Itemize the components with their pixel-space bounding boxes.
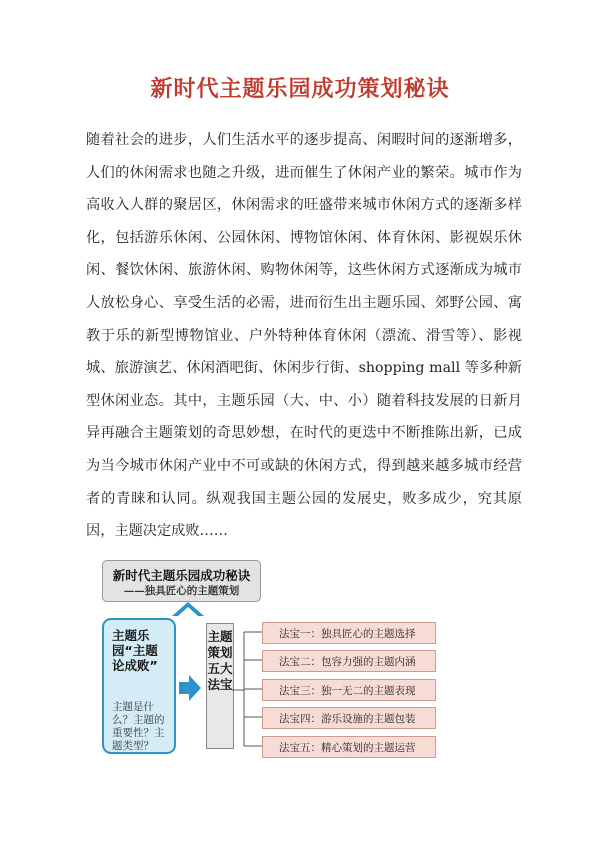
banner-title: 新时代主题乐园成功秘诀 xyxy=(112,568,251,583)
method-item-3 xyxy=(262,679,436,701)
method-label: 法宝一：独具匠心的主题选择 xyxy=(279,628,416,640)
five-methods-label: 主题策划五大法宝 xyxy=(207,629,233,692)
method-item-5 xyxy=(262,736,436,758)
method-item-4 xyxy=(262,707,436,729)
method-label: 法宝五：精心策划的主题运营 xyxy=(279,742,416,754)
body-paragraph: 随着社会的进步，人们生活水平的逐步提高、闲暇时间的逐渐增多，人们的休闲需求也随之升级，进而催生了休闲产业的繁荣。城市作为高收入人群的聚居区，休闲需求的旺盛带来城市休闲方式的逐渐多样化，包括游乐休闲、公园休闲、博物馆休闲、体育休闲、影视娱乐休闲、餐饮休闲、旅游休闲、购物休闲等，这些休闲方式逐渐成为城市人放松身心、享受生活的必需，进而衍生出主题乐园、郊野公园、寓教于乐的新型博物馆业、户外特种体育休闲（漂流、滑雪等）、影视城、旅游演艺、休闲酒吧街、休闲步行街、shopping mall 等多种新型休闲业态。其中，主题乐园（大、中、小）随着科技发展的日新月异再融合主题策划的奇思妙想，在时代的更迭中不断推陈出新，已成为当今城市休闲产业中不可或缺的休闲方式，得到越来越多城市经营者的青睐和认同。纵观我国主题公园的发展史，败多成少，究其原因，主题决定成败…… xyxy=(86,132,522,540)
method-label: 法宝三：独一无二的主题表现 xyxy=(279,685,416,697)
five-methods-label-box xyxy=(206,623,234,749)
document-title: 新时代主题乐园成功策划秘诀 xyxy=(150,76,450,102)
chevron-up-icon xyxy=(172,602,204,616)
method-item-2 xyxy=(262,650,436,672)
diagram-banner xyxy=(102,560,261,602)
method-item-1 xyxy=(262,622,436,644)
method-label: 法宝二：包容力强的主题内涵 xyxy=(279,656,416,668)
theme-theory-heading: 主题乐园“主题论成败” xyxy=(112,628,158,673)
theme-theory-box xyxy=(102,618,176,754)
banner-subtitle: ——独具匠心的主题策划 xyxy=(123,585,240,597)
theme-theory-questions: 主题是什么？主题的重要性？主题类型？ xyxy=(112,701,165,752)
arrow-right-icon xyxy=(179,675,201,701)
strategy-diagram xyxy=(96,550,446,765)
method-label: 法宝四：游乐设施的主题包装 xyxy=(279,713,416,725)
